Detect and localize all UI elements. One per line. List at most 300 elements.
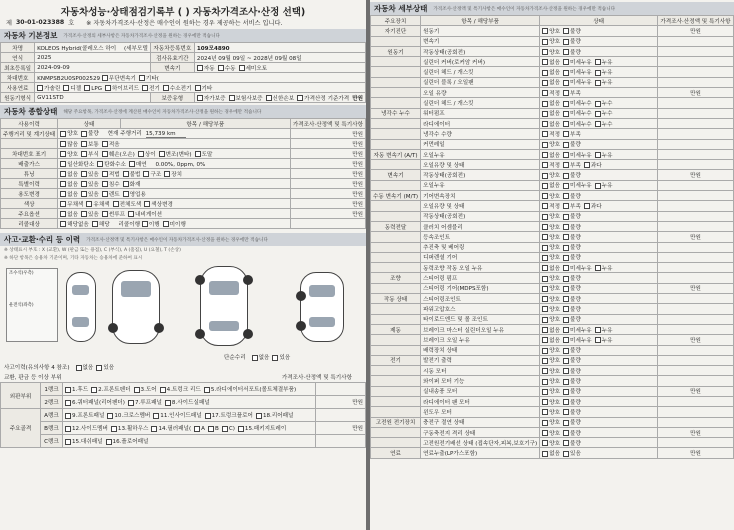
option[interactable]: 없음: [60, 182, 78, 188]
option[interactable]: 불량: [81, 131, 99, 137]
option[interactable]: 많음: [60, 142, 78, 148]
checkbox[interactable]: [542, 306, 548, 312]
checkbox[interactable]: [65, 439, 71, 445]
option[interactable]: 있음: [81, 172, 99, 178]
option[interactable]: 적법: [102, 172, 120, 178]
option[interactable]: 부식: [81, 152, 99, 158]
checkbox[interactable]: [204, 387, 210, 393]
option[interactable]: 과다: [584, 204, 602, 210]
checkbox[interactable]: [542, 183, 548, 189]
option[interactable]: 없음: [542, 122, 560, 128]
checkbox[interactable]: [563, 337, 569, 343]
checkbox[interactable]: [542, 440, 548, 446]
checkbox[interactable]: [229, 95, 235, 101]
option[interactable]: 불량: [563, 369, 581, 375]
checkbox[interactable]: [584, 203, 590, 209]
checkbox[interactable]: [595, 265, 601, 271]
checkbox[interactable]: [542, 420, 548, 426]
option[interactable]: 미세누유: [563, 60, 592, 66]
checkbox[interactable]: [102, 171, 108, 177]
checkbox[interactable]: [542, 121, 548, 127]
checkbox[interactable]: [563, 203, 569, 209]
checkbox[interactable]: [595, 80, 601, 86]
option[interactable]: 없음: [60, 212, 78, 218]
option[interactable]: 1.후드: [65, 387, 88, 393]
option[interactable]: 양호: [542, 225, 560, 231]
option[interactable]: 수소전기: [163, 86, 192, 92]
checkbox[interactable]: [563, 389, 569, 395]
checkbox[interactable]: [142, 85, 148, 91]
checkbox[interactable]: [595, 111, 601, 117]
checkbox[interactable]: [542, 327, 548, 333]
option[interactable]: 있음: [96, 365, 114, 371]
option[interactable]: 보험사보증: [229, 96, 263, 102]
checkbox[interactable]: [60, 221, 66, 227]
option[interactable]: 화재: [123, 182, 141, 188]
option[interactable]: 없음: [76, 365, 94, 371]
option[interactable]: 없음: [60, 172, 78, 178]
checkbox[interactable]: [102, 191, 108, 197]
checkbox[interactable]: [563, 193, 569, 199]
checkbox[interactable]: [563, 152, 569, 158]
checkbox[interactable]: [542, 379, 548, 385]
option[interactable]: 불량: [563, 286, 581, 292]
checkbox[interactable]: [123, 191, 129, 197]
checkbox[interactable]: [563, 245, 569, 251]
checkbox[interactable]: [123, 171, 129, 177]
option[interactable]: 양호: [542, 29, 560, 35]
option[interactable]: 양호: [542, 286, 560, 292]
checkbox[interactable]: [542, 101, 548, 107]
checkbox[interactable]: [542, 59, 548, 65]
option[interactable]: 불량: [563, 400, 581, 406]
option[interactable]: 불량: [563, 194, 581, 200]
option[interactable]: C): [222, 426, 235, 432]
option[interactable]: 13.휠하우스: [111, 426, 149, 432]
option[interactable]: 18.리어패널: [256, 413, 294, 419]
option[interactable]: 양호: [542, 389, 560, 395]
checkbox[interactable]: [563, 80, 569, 86]
checkbox[interactable]: [595, 70, 601, 76]
option[interactable]: 누유: [595, 328, 613, 334]
option[interactable]: 가격산정 기준가격: [297, 96, 349, 102]
checkbox[interactable]: [37, 85, 43, 91]
option[interactable]: 양호: [542, 214, 560, 220]
option[interactable]: 없음: [60, 192, 78, 198]
checkbox[interactable]: [542, 245, 548, 251]
checkbox[interactable]: [542, 276, 548, 282]
checkbox[interactable]: [542, 348, 548, 354]
checkbox[interactable]: [197, 95, 203, 101]
checkbox[interactable]: [218, 65, 224, 71]
checkbox[interactable]: [164, 171, 170, 177]
option[interactable]: 없음: [542, 183, 560, 189]
option[interactable]: 적정: [542, 163, 560, 169]
checkbox[interactable]: [584, 162, 590, 168]
option[interactable]: 누수: [595, 122, 613, 128]
option[interactable]: 불량: [563, 235, 581, 241]
option[interactable]: 미세누유: [563, 328, 592, 334]
checkbox[interactable]: [151, 426, 157, 432]
option[interactable]: 불량: [563, 39, 581, 45]
option[interactable]: 불량: [563, 389, 581, 395]
checkbox[interactable]: [102, 141, 108, 147]
checkbox[interactable]: [542, 430, 548, 436]
checkbox[interactable]: [128, 400, 134, 406]
checkbox[interactable]: [81, 151, 87, 157]
checkbox[interactable]: [563, 451, 569, 457]
checkbox[interactable]: [542, 162, 548, 168]
checkbox[interactable]: [542, 131, 548, 137]
option[interactable]: 없음: [252, 355, 270, 361]
checkbox[interactable]: [542, 28, 548, 34]
option[interactable]: 11.인사이드패널: [153, 413, 201, 419]
option[interactable]: 없음: [542, 451, 560, 457]
checkbox[interactable]: [542, 286, 548, 292]
checkbox[interactable]: [542, 80, 548, 86]
option[interactable]: 탄화수소: [97, 162, 126, 168]
checkbox[interactable]: [129, 161, 135, 167]
checkbox[interactable]: [97, 161, 103, 167]
checkbox[interactable]: [159, 151, 165, 157]
checkbox[interactable]: [163, 221, 169, 227]
checkbox[interactable]: [128, 211, 134, 217]
checkbox[interactable]: [107, 413, 113, 419]
checkbox[interactable]: [563, 162, 569, 168]
option[interactable]: 렌트: [102, 192, 120, 198]
checkbox[interactable]: [563, 131, 569, 137]
checkbox[interactable]: [91, 387, 97, 393]
option[interactable]: 가솔린: [37, 86, 60, 92]
option[interactable]: 없음: [542, 266, 560, 272]
option[interactable]: 변조(변타): [159, 152, 192, 158]
option[interactable]: 하이브리드: [105, 86, 139, 92]
checkbox[interactable]: [542, 193, 548, 199]
option[interactable]: 있음: [81, 182, 99, 188]
option[interactable]: 15.대쉬패널: [65, 439, 103, 445]
option[interactable]: 기타: [195, 86, 213, 92]
checkbox[interactable]: [563, 399, 569, 405]
option[interactable]: 양호: [542, 194, 560, 200]
checkbox[interactable]: [65, 387, 71, 393]
checkbox[interactable]: [142, 221, 148, 227]
option[interactable]: 양호: [542, 255, 560, 261]
checkbox[interactable]: [563, 173, 569, 179]
checkbox[interactable]: [272, 355, 278, 361]
checkbox[interactable]: [86, 201, 92, 207]
option[interactable]: 보통: [81, 142, 99, 148]
checkbox[interactable]: [542, 152, 548, 158]
option[interactable]: 양호: [542, 431, 560, 437]
checkbox[interactable]: [81, 191, 87, 197]
checkbox[interactable]: [60, 161, 66, 167]
checkbox[interactable]: [60, 201, 66, 207]
checkbox[interactable]: [563, 368, 569, 374]
option[interactable]: 14.필러패널(: [151, 426, 191, 432]
option[interactable]: 있음: [563, 451, 581, 457]
option[interactable]: 양호: [542, 369, 560, 375]
checkbox[interactable]: [138, 151, 144, 157]
option[interactable]: 미세누유: [563, 183, 592, 189]
checkbox[interactable]: [542, 451, 548, 457]
option[interactable]: 양호: [542, 173, 560, 179]
option[interactable]: 불량: [563, 307, 581, 313]
option[interactable]: 이행: [142, 222, 160, 228]
option[interactable]: 불량: [563, 441, 581, 447]
checkbox[interactable]: [563, 39, 569, 45]
option[interactable]: 4.트렁크 리드: [160, 387, 201, 393]
option[interactable]: 불량: [563, 410, 581, 416]
checkbox[interactable]: [563, 286, 569, 292]
option[interactable]: 없음: [542, 60, 560, 66]
option[interactable]: 양호: [542, 400, 560, 406]
option[interactable]: 있음: [272, 355, 290, 361]
checkbox[interactable]: [542, 203, 548, 209]
option[interactable]: 불량: [563, 297, 581, 303]
checkbox[interactable]: [153, 413, 159, 419]
option[interactable]: 썬루프: [102, 212, 125, 218]
option[interactable]: 적정: [542, 132, 560, 138]
option[interactable]: 6.쿼터패널(리어펜더): [65, 400, 125, 406]
checkbox[interactable]: [542, 317, 548, 323]
checkbox[interactable]: [111, 426, 117, 432]
checkbox[interactable]: [63, 85, 69, 91]
option[interactable]: 양호: [60, 131, 78, 137]
checkbox[interactable]: [139, 75, 145, 81]
checkbox[interactable]: [542, 399, 548, 405]
option[interactable]: 양호: [542, 50, 560, 56]
checkbox[interactable]: [60, 211, 66, 217]
option[interactable]: 미세누유: [563, 80, 592, 86]
option[interactable]: 불량: [563, 348, 581, 354]
checkbox[interactable]: [297, 95, 303, 101]
checkbox[interactable]: [252, 355, 258, 361]
checkbox[interactable]: [563, 70, 569, 76]
checkbox[interactable]: [160, 387, 166, 393]
option[interactable]: 5.라디에이터서포트(볼트체결부품): [204, 387, 296, 393]
option[interactable]: 불량: [563, 173, 581, 179]
option[interactable]: LPG: [84, 86, 102, 92]
option[interactable]: 신한손보: [266, 96, 295, 102]
option[interactable]: 무단변속기: [102, 76, 136, 82]
checkbox[interactable]: [60, 141, 66, 147]
option[interactable]: 양호: [542, 358, 560, 364]
option[interactable]: 적정: [542, 91, 560, 97]
option[interactable]: 유채색: [86, 202, 109, 208]
option[interactable]: 불법: [123, 172, 141, 178]
checkbox[interactable]: [266, 95, 272, 101]
option[interactable]: 색상변경: [144, 202, 173, 208]
checkbox[interactable]: [197, 65, 203, 71]
checkbox[interactable]: [563, 409, 569, 415]
option[interactable]: 17.트렁크플로어: [205, 413, 253, 419]
checkbox[interactable]: [563, 101, 569, 107]
checkbox[interactable]: [563, 276, 569, 282]
checkbox[interactable]: [595, 101, 601, 107]
checkbox[interactable]: [542, 142, 548, 148]
checkbox[interactable]: [563, 265, 569, 271]
checkbox[interactable]: [65, 400, 71, 406]
checkbox[interactable]: [542, 389, 548, 395]
checkbox[interactable]: [165, 400, 171, 406]
option[interactable]: 무채색: [60, 202, 83, 208]
option[interactable]: 없음: [542, 153, 560, 159]
checkbox[interactable]: [563, 379, 569, 385]
option[interactable]: 해당없음: [60, 222, 89, 228]
checkbox[interactable]: [238, 426, 244, 432]
checkbox[interactable]: [113, 201, 119, 207]
option[interactable]: 양호: [542, 410, 560, 416]
option[interactable]: 도말: [195, 152, 213, 158]
checkbox[interactable]: [60, 151, 66, 157]
option[interactable]: 불량: [563, 142, 581, 148]
checkbox[interactable]: [65, 413, 71, 419]
checkbox[interactable]: [542, 358, 548, 364]
checkbox[interactable]: [81, 211, 87, 217]
option[interactable]: 매연: [129, 162, 147, 168]
option[interactable]: 양호: [542, 276, 560, 282]
option[interactable]: 양호: [542, 235, 560, 241]
checkbox[interactable]: [563, 255, 569, 261]
option[interactable]: 전기: [142, 86, 160, 92]
checkbox[interactable]: [563, 224, 569, 230]
checkbox[interactable]: [134, 387, 140, 393]
checkbox[interactable]: [96, 365, 102, 371]
option[interactable]: 미세누유: [563, 70, 592, 76]
checkbox[interactable]: [60, 171, 66, 177]
option[interactable]: 불량: [563, 420, 581, 426]
option[interactable]: 양호: [542, 441, 560, 447]
option[interactable]: 15.패키지트레이: [238, 426, 286, 432]
checkbox[interactable]: [205, 413, 211, 419]
checkbox[interactable]: [563, 430, 569, 436]
checkbox[interactable]: [81, 131, 87, 137]
option[interactable]: 불량: [563, 379, 581, 385]
checkbox[interactable]: [563, 317, 569, 323]
checkbox[interactable]: [563, 348, 569, 354]
option[interactable]: 영업용: [123, 192, 146, 198]
checkbox[interactable]: [239, 65, 245, 71]
option[interactable]: 3.도어: [134, 387, 157, 393]
checkbox[interactable]: [563, 327, 569, 333]
checkbox[interactable]: [542, 368, 548, 374]
option[interactable]: 없음: [542, 70, 560, 76]
checkbox[interactable]: [542, 234, 548, 240]
checkbox[interactable]: [542, 39, 548, 45]
checkbox[interactable]: [81, 171, 87, 177]
option[interactable]: 없음: [542, 101, 560, 107]
option[interactable]: 적음: [102, 142, 120, 148]
checkbox[interactable]: [563, 90, 569, 96]
option[interactable]: 8.사이드실패널: [165, 400, 210, 406]
option[interactable]: 부족: [563, 91, 581, 97]
option[interactable]: 양호: [542, 307, 560, 313]
checkbox[interactable]: [563, 296, 569, 302]
checkbox[interactable]: [256, 413, 262, 419]
option[interactable]: 전체도색: [113, 202, 142, 208]
checkbox[interactable]: [60, 181, 66, 187]
option[interactable]: B: [208, 426, 219, 432]
checkbox[interactable]: [123, 181, 129, 187]
option[interactable]: 미세누유: [563, 153, 592, 159]
option[interactable]: 없음: [542, 80, 560, 86]
checkbox[interactable]: [563, 121, 569, 127]
checkbox[interactable]: [563, 214, 569, 220]
option[interactable]: 2.프론트펜더: [91, 387, 130, 393]
option[interactable]: 내비게이션: [128, 212, 162, 218]
option[interactable]: 미이행: [163, 222, 186, 228]
option[interactable]: 있음: [81, 212, 99, 218]
option[interactable]: 장치: [164, 172, 182, 178]
checkbox[interactable]: [595, 152, 601, 158]
checkbox[interactable]: [595, 337, 601, 343]
option[interactable]: 누유: [595, 266, 613, 272]
option[interactable]: 해당: [92, 222, 110, 228]
option[interactable]: 누유: [595, 183, 613, 189]
checkbox[interactable]: [542, 111, 548, 117]
checkbox[interactable]: [542, 337, 548, 343]
checkbox[interactable]: [208, 426, 214, 432]
option[interactable]: 누유: [595, 80, 613, 86]
checkbox[interactable]: [195, 151, 201, 157]
option[interactable]: 불량: [563, 431, 581, 437]
option[interactable]: 10.크로스멤버: [107, 413, 150, 419]
option[interactable]: 없음: [542, 328, 560, 334]
checkbox[interactable]: [542, 214, 548, 220]
checkbox[interactable]: [65, 426, 71, 432]
option[interactable]: 수동: [218, 66, 236, 72]
checkbox[interactable]: [102, 211, 108, 217]
checkbox[interactable]: [563, 111, 569, 117]
option[interactable]: 침수: [102, 182, 120, 188]
checkbox[interactable]: [563, 49, 569, 55]
option[interactable]: 양호: [542, 379, 560, 385]
option[interactable]: 양호: [542, 245, 560, 251]
option[interactable]: 미세누유: [563, 338, 592, 344]
option[interactable]: 불량: [563, 29, 581, 35]
checkbox[interactable]: [194, 426, 200, 432]
checkbox[interactable]: [144, 201, 150, 207]
option[interactable]: 미세누수: [563, 122, 592, 128]
option[interactable]: 양호: [542, 142, 560, 148]
checkbox[interactable]: [563, 28, 569, 34]
checkbox[interactable]: [542, 70, 548, 76]
checkbox[interactable]: [563, 306, 569, 312]
checkbox[interactable]: [195, 85, 201, 91]
option[interactable]: 자가보증: [197, 96, 226, 102]
checkbox[interactable]: [563, 420, 569, 426]
checkbox[interactable]: [163, 85, 169, 91]
option[interactable]: 적정: [542, 204, 560, 210]
option[interactable]: 양호: [542, 348, 560, 354]
checkbox[interactable]: [92, 221, 98, 227]
option[interactable]: 부족: [563, 163, 581, 169]
option[interactable]: 양호: [542, 39, 560, 45]
checkbox[interactable]: [143, 171, 149, 177]
option[interactable]: 훼손(오손): [102, 152, 135, 158]
checkbox[interactable]: [105, 85, 111, 91]
option[interactable]: 있음: [81, 192, 99, 198]
checkbox[interactable]: [81, 181, 87, 187]
checkbox[interactable]: [542, 173, 548, 179]
option[interactable]: 불량: [563, 50, 581, 56]
checkbox[interactable]: [595, 121, 601, 127]
option[interactable]: 자동: [197, 66, 215, 72]
option[interactable]: 부족: [563, 204, 581, 210]
option[interactable]: 불량: [563, 255, 581, 261]
checkbox[interactable]: [76, 365, 82, 371]
option[interactable]: 일산화탄소: [60, 162, 94, 168]
